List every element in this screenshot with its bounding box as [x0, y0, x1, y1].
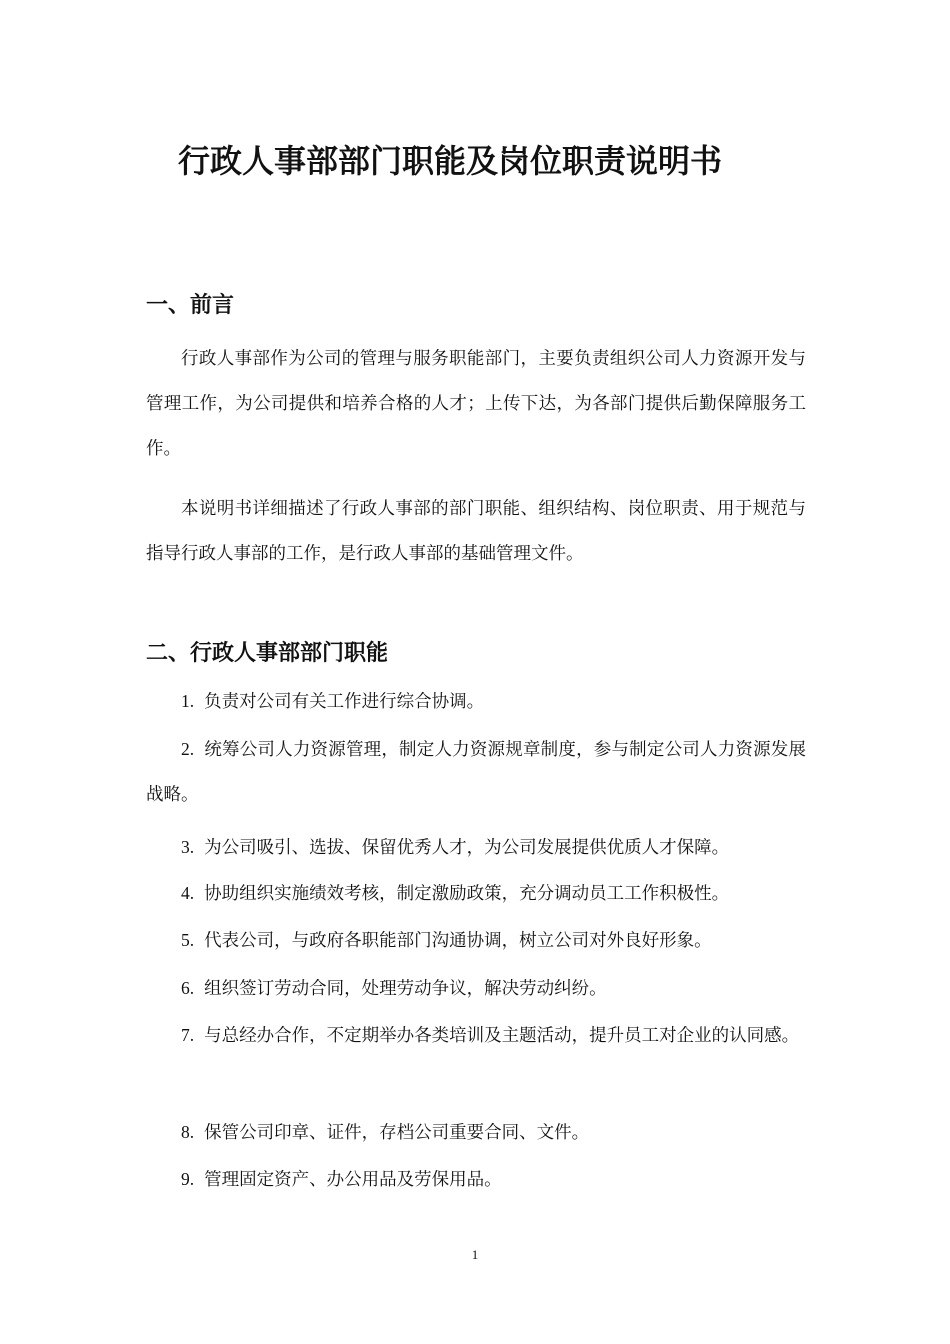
function-item [146, 1013, 806, 1059]
item-number: 1. [181, 691, 195, 711]
item-number: 6. [181, 978, 195, 998]
preface-paragraph-1: 行政人事部作为公司的管理与服务职能部门，主要负责组织公司人力资源开发与管理工作，为公司提供和培养合格的人才；上传下达，为各部门提供后勤保障服务工作。 [146, 349, 806, 459]
item-text: 与总经办合作，不定期举办各类培训及主题活动，提升员工对企业的认同感。 [204, 1026, 800, 1046]
item-number: 9. [181, 1169, 195, 1189]
function-item [146, 871, 806, 917]
function-item [146, 1157, 806, 1203]
item-text: 保管公司印章、证件，存档公司重要合同、文件。 [204, 1123, 590, 1143]
function-item [146, 1110, 806, 1156]
document-title: 行政人事部部门职能及岗位职责说明书 [177, 142, 722, 180]
item-number: 8. [181, 1122, 195, 1142]
item-number: 4. [181, 883, 195, 903]
item-number: 5. [181, 930, 195, 950]
item-text: 代表公司，与政府各职能部门沟通协调，树立公司对外良好形象。 [204, 931, 712, 951]
function-item [146, 679, 806, 725]
function-item [146, 727, 806, 818]
item-text: 组织签订劳动合同，处理劳动争议，解决劳动纠纷。 [204, 979, 607, 999]
section-heading-preface: 一、前言 [146, 293, 235, 318]
function-item [146, 918, 806, 964]
item-number: 3. [181, 837, 195, 857]
item-text: 负责对公司有关工作进行综合协调。 [204, 692, 485, 712]
item-number: 7. [181, 1025, 195, 1045]
item-text: 协助组织实施绩效考核，制定激励政策，充分调动员工工作积极性。 [204, 884, 730, 904]
item-text: 为公司吸引、选拔、保留优秀人才，为公司发展提供优质人才保障。 [204, 838, 730, 858]
function-item [146, 966, 806, 1012]
item-text: 统筹公司人力资源管理，制定人力资源规章制度，参与制定公司人力资源发展战略。 [146, 740, 806, 805]
page-number: 1 [471, 1247, 479, 1262]
function-item [146, 825, 806, 871]
preface-paragraph-2: 本说明书详细描述了行政人事部的部门职能、组织结构、岗位职责、用于规范与指导行政人事部的工作，是行政人事部的基础管理文件。 [146, 499, 806, 564]
item-text: 管理固定资产、办公用品及劳保用品。 [204, 1170, 502, 1190]
section-heading-functions: 二、行政人事部部门职能 [146, 641, 389, 666]
item-number: 2. [181, 739, 195, 759]
